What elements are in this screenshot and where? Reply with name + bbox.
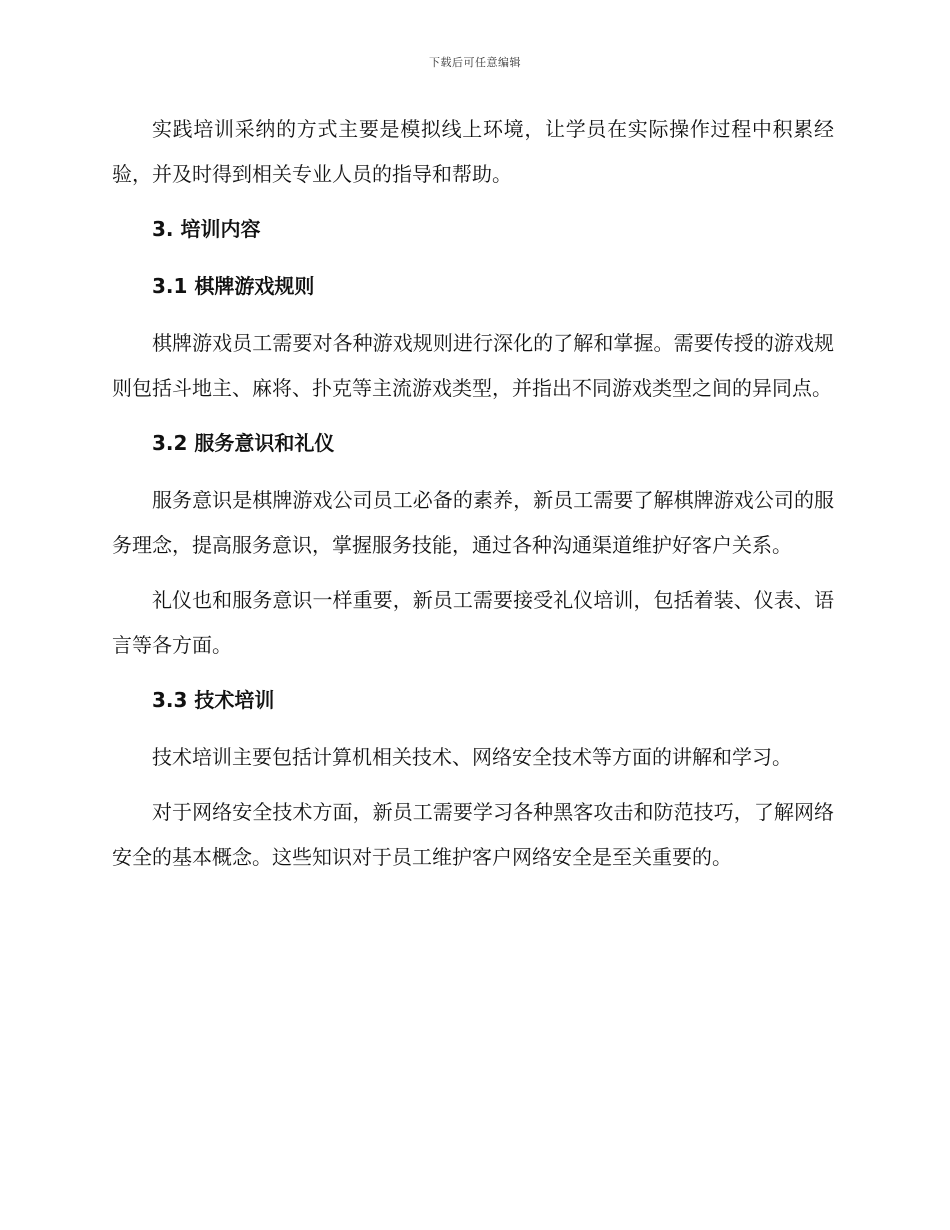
page-header: 下载后可任意编辑: [429, 56, 521, 69]
paragraph-practice-training: 实践培训采纳的方式主要是模拟线上环境，让学员在实际操作过程中积累经验，并及时得到相关专业人员的指导和帮助。: [112, 117, 834, 186]
heading-training-content: 3. 培训内容: [152, 217, 261, 241]
paragraph-network-security: 对于网络安全技术方面，新员工需要学习各种黑客攻击和防范技巧，了解网络安全的基本概念。这些知识对于员工维护客户网络安全是至关重要的。: [112, 800, 834, 869]
heading-technical-training: 3.3 技术培训: [152, 688, 275, 712]
paragraph-etiquette: 礼仪也和服务意识一样重要，新员工需要接受礼仪培训，包括着装、仪表、语言等各方面。: [112, 588, 834, 657]
paragraph-technical-training: 技术培训主要包括计算机相关技术、网络安全技术等方面的讲解和学习。: [152, 745, 792, 769]
paragraph-game-rules: 棋牌游戏员工需要对各种游戏规则进行深化的了解和掌握。需要传授的游戏规则包括斗地主、麻将、扑克等主流游戏类型，并指出不同游戏类型之间的异同点。: [112, 331, 834, 400]
document-body: [112, 107, 834, 890]
heading-game-rules: 3.1 棋牌游戏规则: [152, 274, 315, 298]
heading-service-etiquette: 3.2 服务意识和礼仪: [152, 431, 335, 455]
paragraph-service-awareness: 服务意识是棋牌游戏公司员工必备的素养，新员工需要了解棋牌游戏公司的服务理念，提高服务意识，掌握服务技能，通过各种沟通渠道维护好客户关系。: [112, 488, 834, 557]
